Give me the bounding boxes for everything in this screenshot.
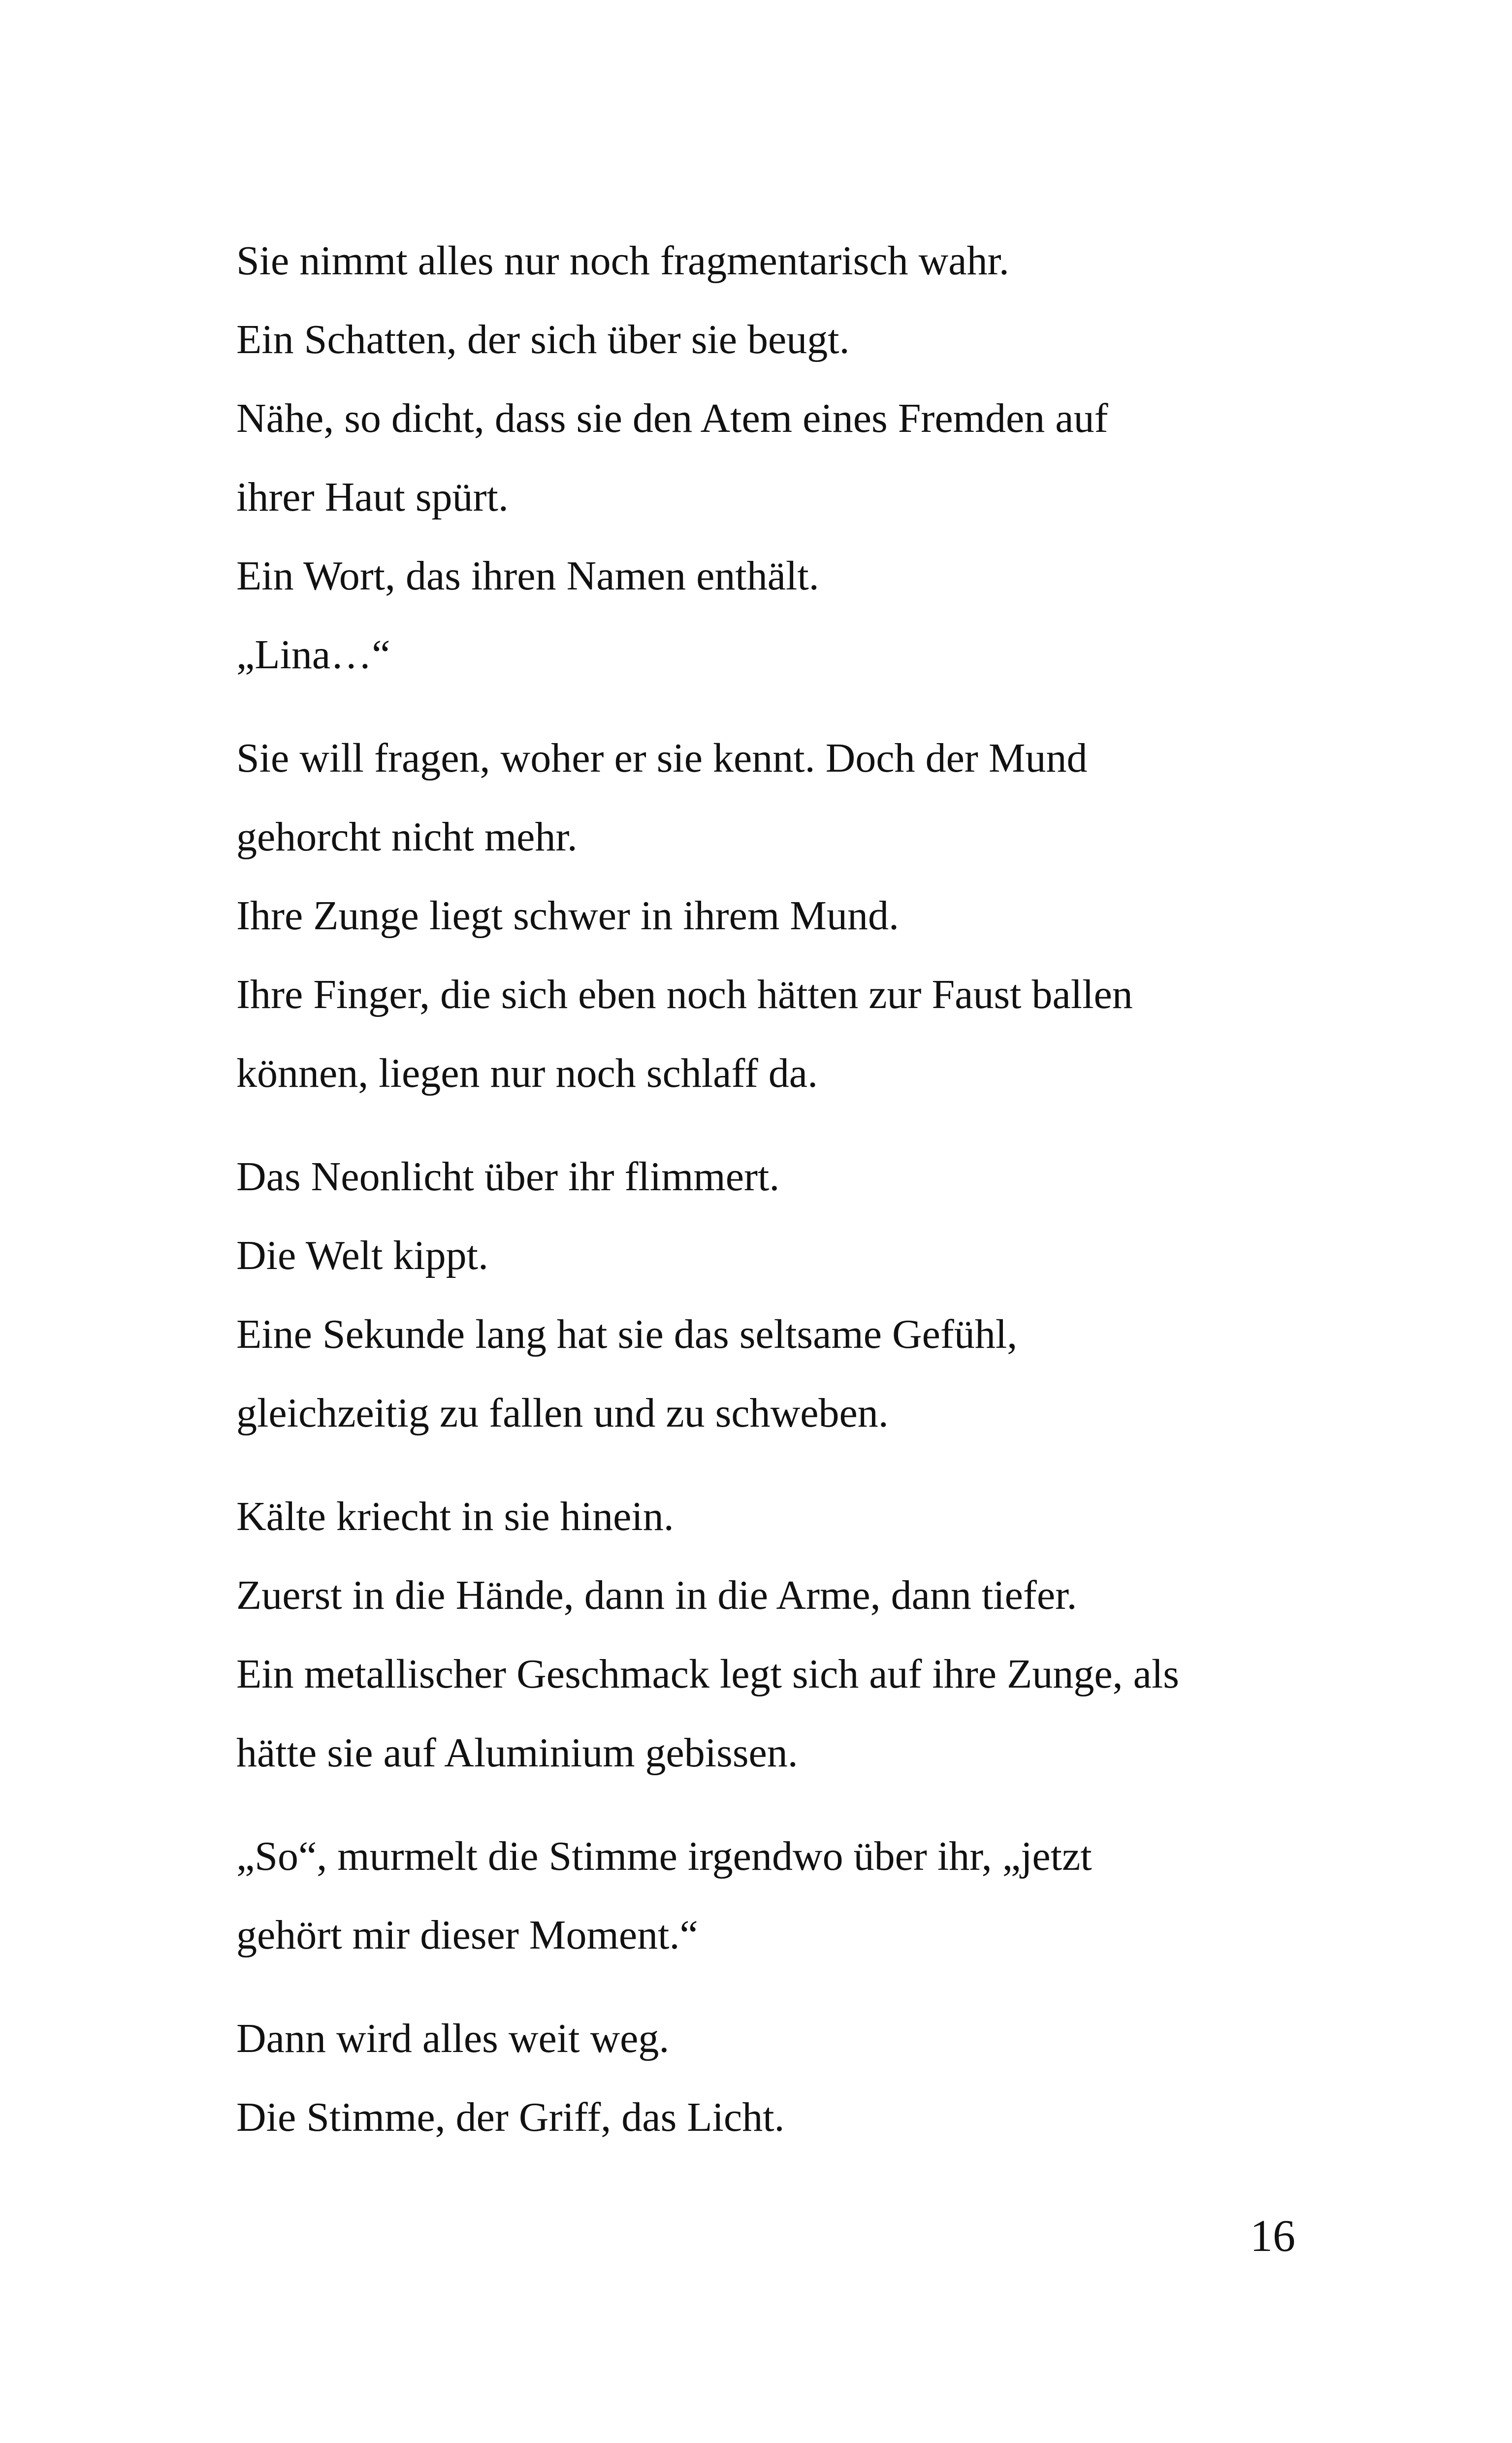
text-line: ihrer Haut spürt.	[236, 474, 509, 520]
text-line: „So“, murmelt die Stimme irgendwo über ihr, „jetzt	[236, 1833, 1092, 1879]
text-line: gehört mir dieser Moment.“	[236, 1912, 698, 1958]
paragraph	[236, 1817, 1344, 1975]
page-number: 16	[1250, 2211, 1295, 2261]
text-line: Nähe, so dicht, dass sie den Atem eines Fremden auf	[236, 395, 1108, 441]
paragraph	[236, 222, 1344, 694]
text-line: Ein metallischer Geschmack legt sich auf ihre Zunge, als	[236, 1651, 1179, 1697]
text-line: können, liegen nur noch schlaff da.	[236, 1050, 818, 1096]
text-line: Ein Schatten, der sich über sie beugt.	[236, 317, 850, 362]
text-line: Ihre Finger, die sich eben noch hätten zur Faust ballen	[236, 972, 1133, 1017]
text-line: „Lina…“	[236, 632, 390, 678]
text-line: hätte sie auf Aluminium gebissen.	[236, 1730, 798, 1776]
page-text	[236, 222, 1344, 2157]
paragraph	[236, 719, 1344, 1113]
paragraph	[236, 1477, 1344, 1792]
text-line: gehorcht nicht mehr.	[236, 814, 578, 860]
text-line: Die Stimme, der Griff, das Licht.	[236, 2094, 785, 2140]
paragraph	[236, 1999, 1344, 2157]
text-line: Ein Wort, das ihren Namen enthält.	[236, 553, 819, 599]
text-line: Das Neonlicht über ihr flimmert.	[236, 1154, 780, 1200]
text-line: Sie will fragen, woher er sie kennt. Doch der Mund	[236, 735, 1088, 781]
text-line: Dann wird alles weit weg.	[236, 2016, 670, 2061]
text-line: Ihre Zunge liegt schwer in ihrem Mund.	[236, 893, 899, 939]
paragraph	[236, 1138, 1344, 1453]
text-line: gleichzeitig zu fallen und zu schweben.	[236, 1390, 889, 1436]
text-line: Eine Sekunde lang hat sie das seltsame Gefühl,	[236, 1311, 1018, 1357]
text-line: Die Welt kippt.	[236, 1233, 488, 1278]
text-line: Sie nimmt alles nur noch fragmentarisch wahr.	[236, 238, 1009, 284]
text-line: Kälte kriecht in sie hinein.	[236, 1494, 674, 1539]
text-line: Zuerst in die Hände, dann in die Arme, dann tiefer.	[236, 1572, 1077, 1618]
